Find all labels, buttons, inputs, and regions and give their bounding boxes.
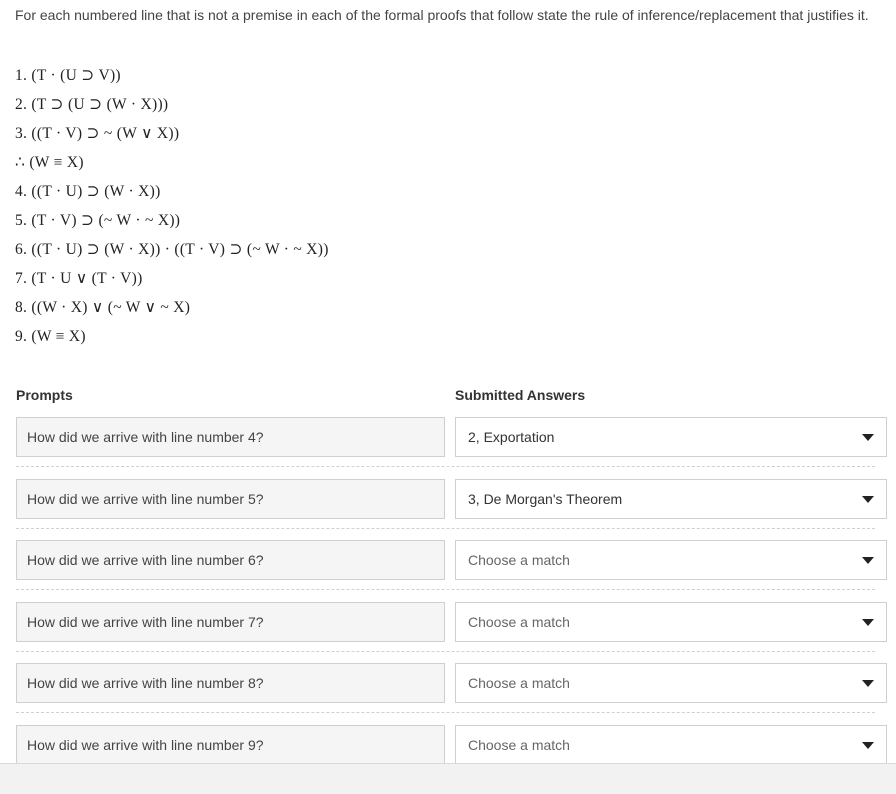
proof-line: 9. (W ≡ X)	[15, 328, 86, 345]
answer-select[interactable]	[455, 479, 887, 519]
chevron-down-icon[interactable]	[862, 742, 874, 749]
prompts-header: Prompts	[16, 387, 73, 403]
answer-placeholder: Choose a match	[468, 675, 570, 692]
prompt: How did we arrive with line number 6?	[16, 540, 445, 580]
answer-select[interactable]	[455, 725, 887, 765]
proof-line: 4. ((T · U) ⊃ (W · X))	[15, 183, 161, 200]
chevron-down-icon[interactable]	[862, 557, 874, 564]
row-divider	[16, 589, 875, 590]
match-row	[16, 540, 876, 602]
row-divider	[16, 466, 875, 467]
proof-line: 8. ((W · X) ∨ (~ W ∨ ~ X)	[15, 299, 191, 316]
row-divider	[16, 651, 875, 652]
instructions-text: For each numbered line that is not a premise in each of the formal proofs that follow state the rule of inference/replacement that justifies it.	[15, 7, 869, 23]
prompt: How did we arrive with line number 9?	[16, 725, 445, 765]
answer-placeholder: Choose a match	[468, 552, 570, 569]
row-divider	[16, 712, 875, 713]
match-rows	[16, 417, 876, 787]
chevron-down-icon[interactable]	[862, 496, 874, 503]
answer-placeholder: Choose a match	[468, 736, 570, 753]
row-divider	[16, 528, 875, 529]
chevron-down-icon[interactable]	[862, 434, 874, 441]
prompt: How did we arrive with line number 5?	[16, 479, 445, 519]
proof-line: 6. ((T · U) ⊃ (W · X)) · ((T · V) ⊃ (~ W · ~ X))	[15, 241, 329, 258]
match-row	[16, 479, 876, 541]
prompt: How did we arrive with line number 8?	[16, 663, 445, 703]
answer-select[interactable]	[455, 540, 887, 580]
match-row	[16, 417, 876, 479]
proof-line: 5. (T · V) ⊃ (~ W · ~ X))	[15, 212, 181, 229]
proof-line: 3. ((T · V) ⊃ ~ (W ∨ X))	[15, 125, 180, 142]
match-row	[16, 602, 876, 664]
answer-select[interactable]	[455, 417, 887, 457]
prompt: How did we arrive with line number 4?	[16, 417, 445, 457]
bottom-bar	[0, 763, 896, 794]
chevron-down-icon[interactable]	[862, 619, 874, 626]
answer-value: 2, Exportation	[468, 429, 555, 445]
match-row	[16, 663, 876, 725]
proof-conclusion: ∴ (W ≡ X)	[15, 154, 84, 171]
answer-value: 3, De Morgan's Theorem	[468, 490, 623, 507]
prompt: How did we arrive with line number 7?	[16, 602, 445, 642]
answer-select[interactable]	[455, 602, 887, 642]
answer-select[interactable]	[455, 663, 887, 703]
proof-line: 1. (T · (U ⊃ V))	[15, 67, 121, 84]
formal-proof	[15, 63, 329, 353]
proof-line: 7. (T · U ∨ (T · V))	[15, 270, 143, 287]
chevron-down-icon[interactable]	[862, 680, 874, 687]
answer-placeholder: Choose a match	[468, 613, 570, 630]
proof-line: 2. (T ⊃ (U ⊃ (W · X)))	[15, 96, 169, 113]
answers-header: Submitted Answers	[455, 387, 586, 403]
